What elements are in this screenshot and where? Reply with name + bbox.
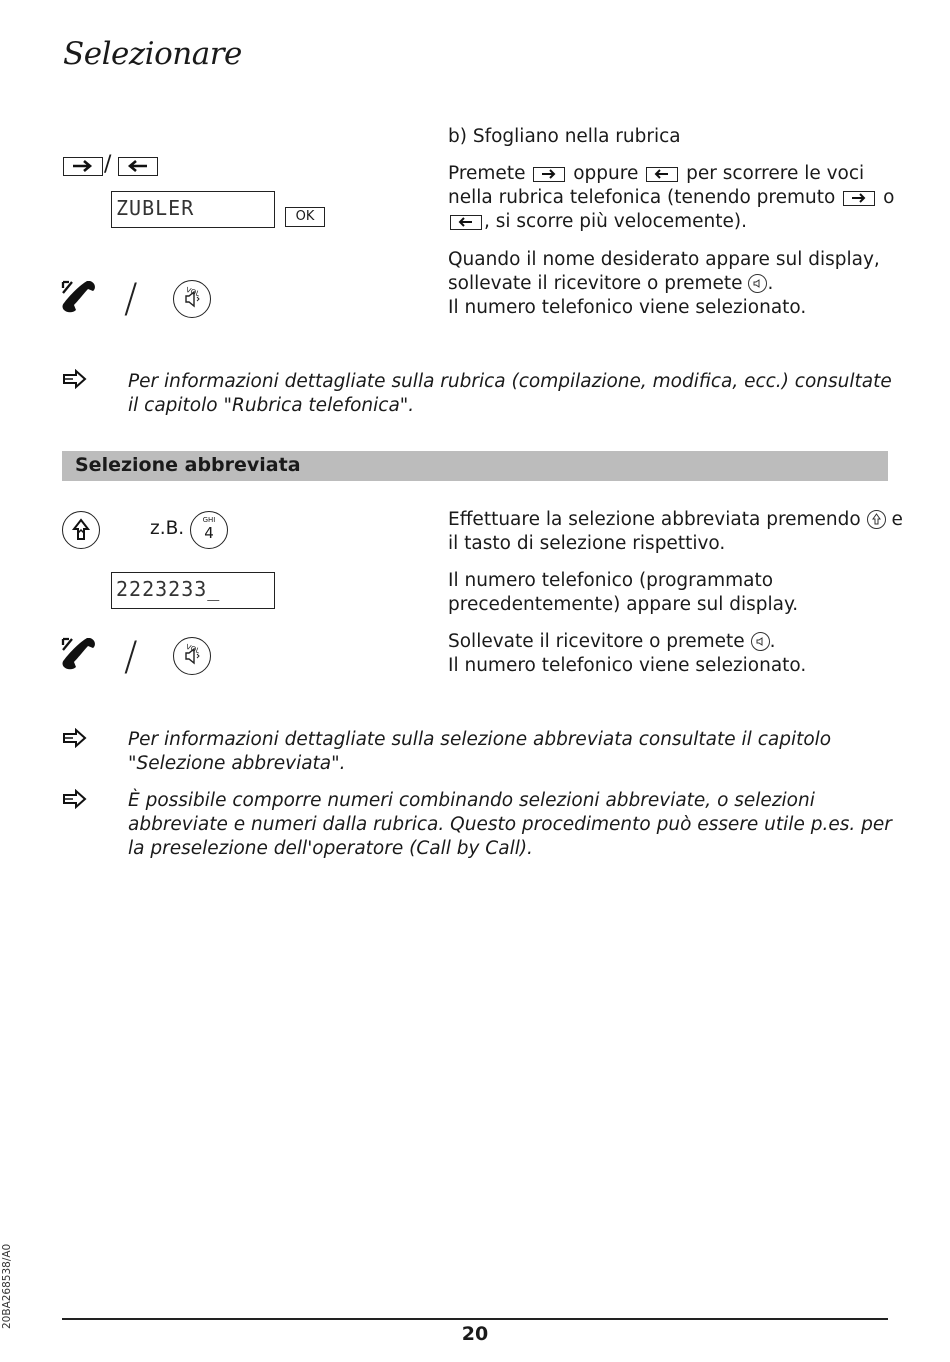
handset-lift-icon bbox=[60, 634, 100, 672]
text-short-dial-a: Effettuare la selezione abbreviata premendo bbox=[448, 509, 861, 530]
display-number: 2223233_ bbox=[111, 572, 275, 609]
hint-hand-icon bbox=[62, 789, 88, 809]
arrow-left-key-icon bbox=[118, 157, 158, 176]
inline-short-dial-icon bbox=[867, 510, 886, 529]
handset-lift-icon bbox=[60, 277, 100, 315]
footer-rule bbox=[62, 1318, 888, 1320]
page-title: Selezionare bbox=[63, 36, 242, 72]
key-4[interactable] bbox=[190, 511, 228, 549]
note-rubrica: Per informazioni dettagliate sulla rubrica (compilazione, modifica, ecc.) consultate il capitolo "Rubrica telefonica". bbox=[128, 371, 892, 416]
text-short-dial-b: e il tasto di selezione rispettivo. bbox=[448, 509, 903, 554]
ok-button[interactable]: OK bbox=[285, 207, 325, 227]
inline-speaker-icon bbox=[751, 632, 770, 651]
inline-arrow-left-icon bbox=[450, 215, 482, 230]
vol-label: VOL bbox=[184, 285, 201, 299]
speaker-vol-key[interactable] bbox=[173, 637, 211, 675]
key-4-digit: 4 bbox=[204, 524, 214, 542]
or-separator: / bbox=[124, 276, 138, 322]
key-4-letters: GHI bbox=[202, 516, 216, 524]
section-heading-band bbox=[62, 451, 888, 481]
or-separator: / bbox=[124, 634, 138, 680]
text-when-name: Quando il nome desiderato appare sul display, sollevate il ricevitore o premete bbox=[448, 249, 880, 294]
note-short-dial: Per informazioni dettagliate sulla selezione abbreviata consultate il capitolo "Selezione abbreviata". bbox=[128, 729, 832, 774]
display-zubler: ZUBLER bbox=[111, 191, 275, 228]
inline-speaker-icon bbox=[748, 274, 767, 293]
paragraph-scroll bbox=[448, 162, 908, 234]
short-dial-key[interactable] bbox=[62, 511, 100, 549]
hint-hand-icon bbox=[62, 728, 88, 748]
inline-arrow-right-icon bbox=[533, 167, 565, 182]
speaker-vol-key[interactable] bbox=[173, 280, 211, 318]
paragraph-select: Quando il nome desiderato appare sul display, sollevate il ricevitore o premete . Il numero telefonico viene selezionato. bbox=[448, 249, 880, 318]
text-number-selected: Il numero telefonico viene selezionato. bbox=[448, 655, 807, 676]
paragraph-short-dial bbox=[448, 508, 908, 556]
speaker-vol-icon bbox=[174, 281, 210, 317]
text-number-selected: Il numero telefonico viene selezionato. bbox=[448, 297, 807, 318]
paragraph-display: Il numero telefonico (programmato precedentemente) appare sul display. bbox=[448, 570, 799, 615]
vol-label: VOL bbox=[184, 642, 201, 656]
zb-label: z.B. bbox=[150, 518, 185, 539]
text-oppure: oppure bbox=[573, 163, 639, 184]
speaker-vol-icon bbox=[174, 638, 210, 674]
text-o: o bbox=[883, 187, 895, 208]
note-combine: È possibile comporre numeri combinando selezioni abbreviate, o selezioni abbreviate e numeri dalla rubrica. Questo procedimento può essere utile p.es. per la preselezione dell'operatore (Call by Call). bbox=[128, 790, 892, 859]
paragraph-lift: Sollevate il ricevitore o premete . Il numero telefonico viene selezionato. bbox=[448, 631, 807, 676]
text-scroll-fast: , si scorre più velocemente). bbox=[484, 211, 747, 232]
page-number: 20 bbox=[461, 1323, 489, 1345]
inline-arrow-right-icon bbox=[843, 191, 875, 206]
arrow-right-key-icon bbox=[63, 157, 103, 176]
text-scroll-desc: per scorrere le voci nella rubrica telefonica (tenendo premuto bbox=[448, 163, 865, 208]
doc-code: 20BA268538/A0 bbox=[1, 1243, 13, 1329]
text-premete: Premete bbox=[448, 163, 526, 184]
short-dial-icon bbox=[63, 512, 99, 548]
section-heading: Selezione abbreviata bbox=[75, 454, 301, 476]
hint-hand-icon bbox=[62, 369, 88, 389]
subtitle-rubrica: b) Sfogliano nella rubrica bbox=[448, 126, 681, 147]
slash-separator: / bbox=[104, 152, 112, 177]
inline-arrow-left-icon bbox=[646, 167, 678, 182]
text-lift: Sollevate il ricevitore o premete bbox=[448, 631, 745, 652]
